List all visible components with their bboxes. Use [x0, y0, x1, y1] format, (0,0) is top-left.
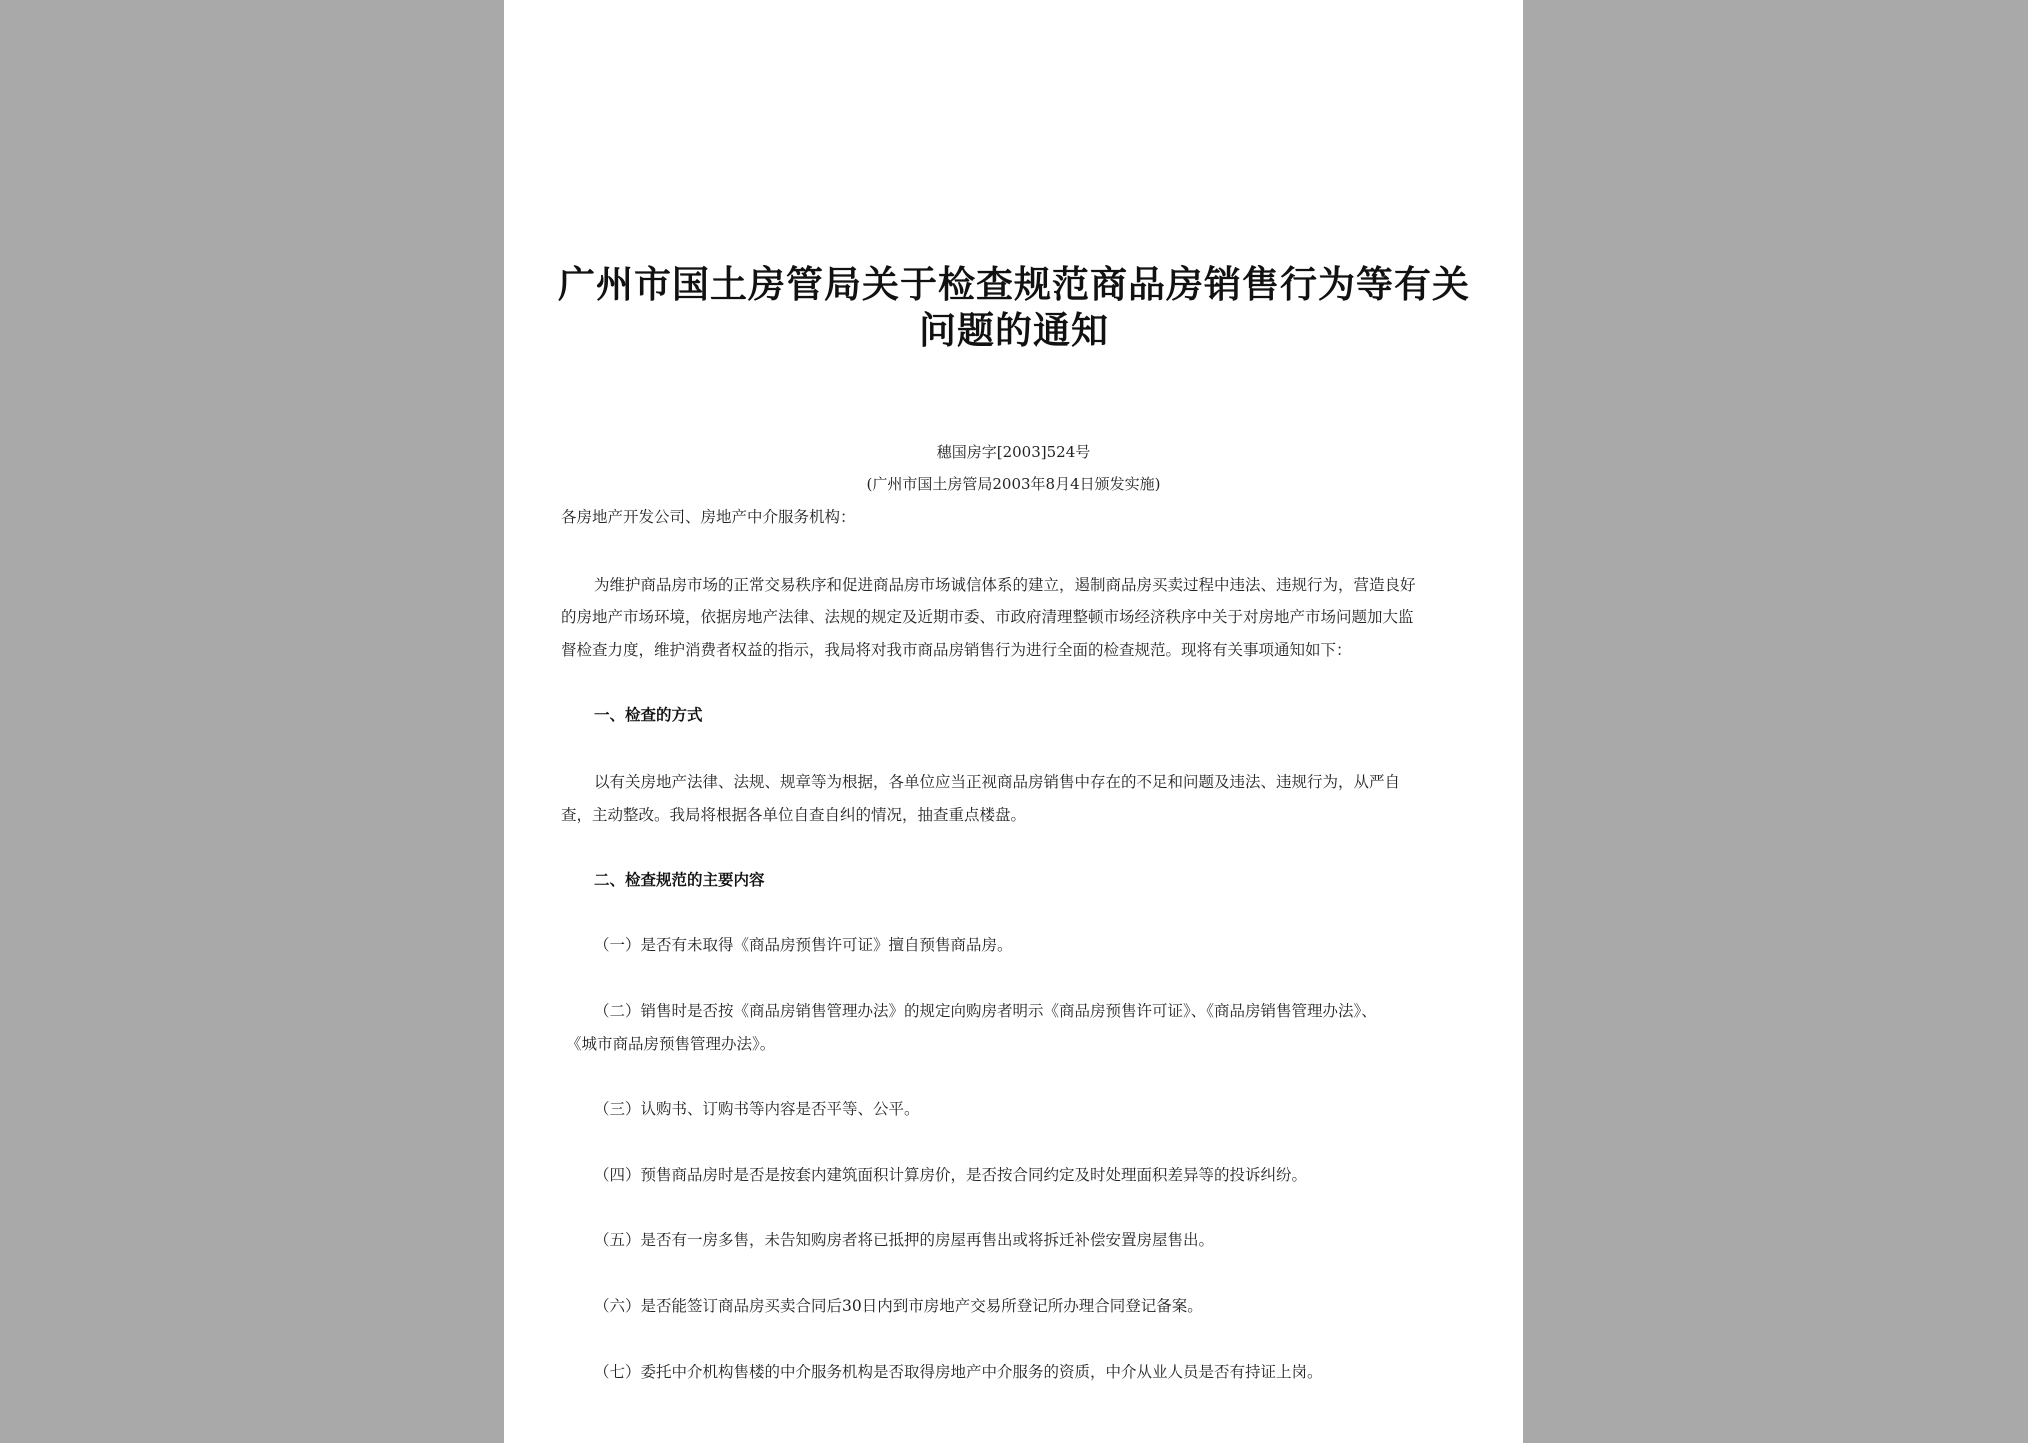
document-number: 穗国房字[2003]524号 — [936, 443, 1091, 461]
issue-note: (广州市国土房管局2003年8月4日颁发实施) — [866, 475, 1161, 493]
item-2-line-1: （二）销售时是否按《商品房销售管理办法》的规定向购房者明示《商品房预售许可证》、《商品房销售管理办法》、 — [594, 1002, 1377, 1020]
item-7: （七）委托中介机构售楼的中介服务机构是否取得房地产中介服务的资质，中介从业人员是否有持证上岗。 — [594, 1363, 1323, 1381]
item-4: （四）预售商品房时是否是按套内建筑面积计算房价，是否按合同约定及时处理面积差异等的投诉纠纷。 — [594, 1166, 1308, 1184]
document-page — [504, 0, 1523, 1443]
intro-line-1: 为维护商品房市场的正常交易秩序和促进商品房市场诚信体系的建立，遏制商品房买卖过程中违法、违规行为，营造良好 — [594, 576, 1416, 594]
section-1-line-2: 查，主动整改。我局将根据各单位自查自纠的情况，抽查重点楼盘。 — [561, 806, 1027, 824]
addressee: 各房地产开发公司、房地产中介服务机构： — [561, 508, 856, 526]
item-6: （六）是否能签订商品房买卖合同后30日内到市房地产交易所登记所办理合同登记备案。 — [594, 1297, 1203, 1315]
section-1-heading: 一、检查的方式 — [594, 705, 703, 724]
intro-line-2: 的房地产市场环境，依据房地产法律、法规的规定及近期市委、市政府清理整顿市场经济秩序中关于对房地产市场问题加大监 — [561, 608, 1414, 626]
title-line-2: 问题的通知 — [919, 309, 1109, 352]
intro-line-3: 督检查力度，维护消费者权益的指示，我局将对我市商品房销售行为进行全面的检查规范。现将有关事项通知如下： — [561, 641, 1352, 659]
item-2-line-2: 《城市商品房预售管理办法》。 — [566, 1035, 776, 1053]
title-line-1: 广州市国土房管局关于检查规范商品房销售行为等有关 — [558, 263, 1470, 306]
item-5: （五）是否有一房多售，未告知购房者将已抵押的房屋再售出或将拆迁补偿安置房屋售出。 — [594, 1231, 1215, 1249]
section-2-heading: 二、检查规范的主要内容 — [594, 870, 765, 889]
document-title — [544, 262, 1484, 354]
section-1-line-1: 以有关房地产法律、法规、规章等为根据，各单位应当正视商品房销售中存在的不足和问题及违法、违规行为，从严自 — [594, 773, 1401, 791]
item-3: （三）认购书、订购书等内容是否平等、公平。 — [594, 1100, 920, 1118]
item-1: （一）是否有未取得《商品房预售许可证》擅自预售商品房。 — [594, 936, 1013, 954]
